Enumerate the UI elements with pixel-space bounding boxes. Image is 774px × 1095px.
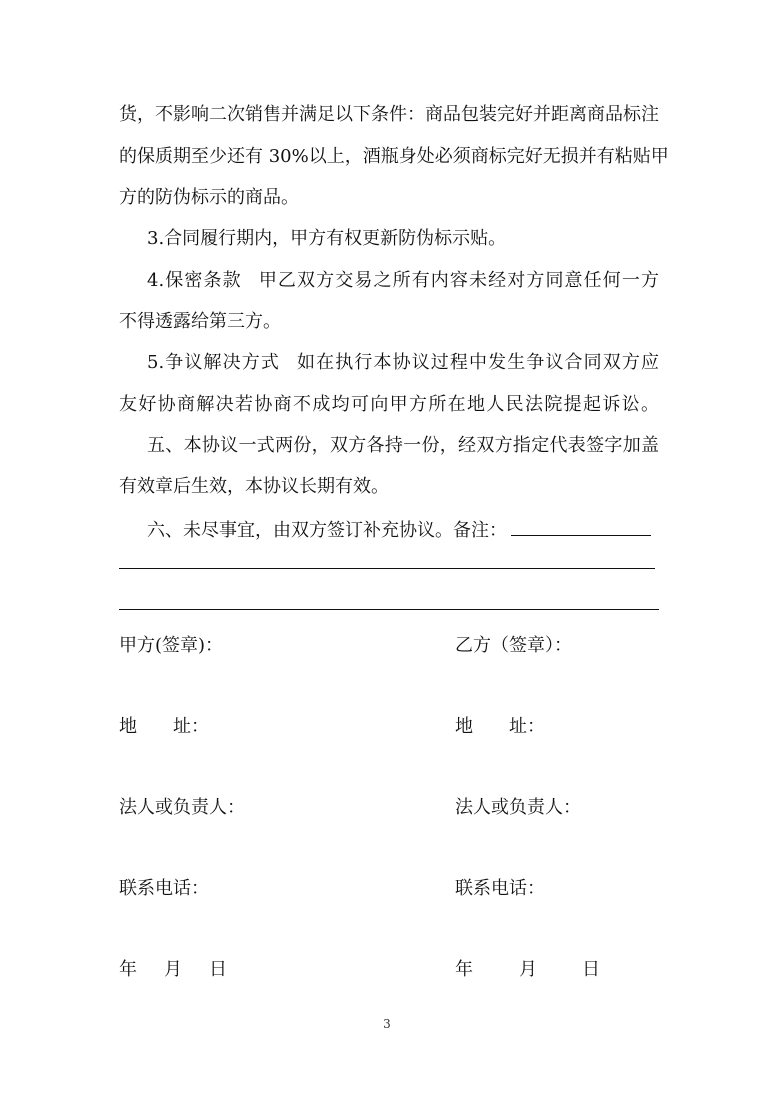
party-b-phone: 联系电话： bbox=[455, 878, 545, 899]
remarks-rule bbox=[119, 609, 659, 610]
paragraph-line bbox=[147, 516, 659, 543]
clause-heading: 5.争议解决方式 bbox=[147, 352, 280, 373]
clause-heading: 4.保密条款 bbox=[147, 270, 242, 291]
party-a-date-year: 年 bbox=[119, 959, 137, 980]
party-a-address: 地 址： bbox=[119, 716, 209, 737]
party-a-date-day: 日 bbox=[209, 959, 227, 980]
paragraph-line: 有效章后生效，本协议长期有效。 bbox=[119, 476, 389, 497]
party-a-seal: 甲方(签章)： bbox=[119, 635, 224, 656]
paragraph-line: 3.合同履行期内，甲方有权更新防伪标示贴。 bbox=[147, 228, 507, 249]
party-b-date-day: 日 bbox=[582, 959, 600, 980]
paragraph-line: 五、本协议一式两份，双方各持一份，经双方指定代表签字加盖 bbox=[147, 435, 659, 456]
party-a-phone: 联系电话： bbox=[119, 878, 209, 899]
page-number: 3 bbox=[383, 1017, 391, 1031]
paragraph-line bbox=[147, 351, 659, 375]
clause-text: 甲乙双方交易之所有内容未经对方同意任何一方 bbox=[257, 270, 659, 291]
clause-text: 如在执行本协议过程中发生争议合同双方应 bbox=[295, 352, 659, 373]
paragraph-line: 方的防伪标示的商品。 bbox=[119, 187, 299, 208]
party-b-legal-rep: 法人或负责人： bbox=[455, 797, 581, 818]
remarks-blank bbox=[511, 516, 651, 536]
remarks-rule bbox=[119, 568, 655, 569]
party-a-legal-rep: 法人或负责人： bbox=[119, 797, 245, 818]
paragraph-line: 友好协商解决若协商不成均可向甲方所在地人民法院提起诉讼。 bbox=[119, 394, 659, 415]
party-b-seal: 乙方（签章）： bbox=[455, 635, 572, 656]
party-b-date-year: 年 bbox=[455, 959, 473, 980]
paragraph-line: 不得透露给第三方。 bbox=[119, 311, 281, 332]
remarks-label: 六、未尽事宜，由双方签订补充协议。备注： bbox=[147, 520, 507, 541]
paragraph-line bbox=[147, 269, 659, 293]
paragraph-line: 货，不影响二次销售并满足以下条件：商品包装完好并距离商品标注 bbox=[119, 104, 659, 125]
party-a-date-month: 月 bbox=[164, 959, 182, 980]
party-b-date-month: 月 bbox=[519, 959, 537, 980]
paragraph-line: 的保质期至少还有 30%以上，酒瓶身处必须商标完好无损并有粘贴甲 bbox=[119, 146, 669, 167]
party-b-address: 地 址： bbox=[455, 716, 545, 737]
